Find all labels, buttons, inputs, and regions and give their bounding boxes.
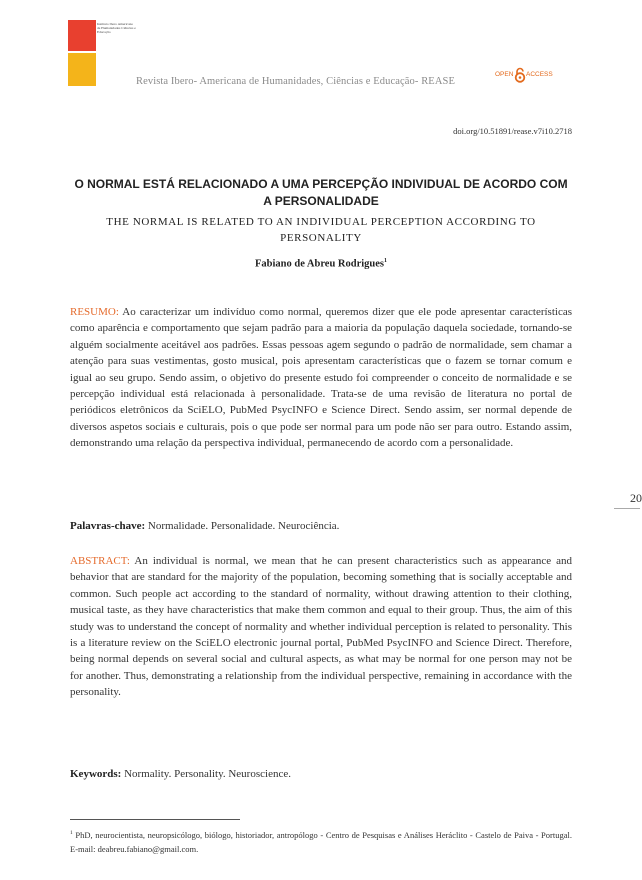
open-access-lock-icon xyxy=(514,67,526,83)
keywords xyxy=(70,768,572,780)
page-number-rule xyxy=(614,508,640,509)
open-access-left-label: OPEN xyxy=(495,71,514,78)
logo-red-square xyxy=(68,20,96,51)
open-access-right-label: ACCESS xyxy=(526,71,553,78)
resumo-text: Ao caracterizar um indivíduo como normal, queremos dizer que ele pode apresentar características como aparência e comportamento que sejam padrão para a maioria da população daquela sociedade, tornando-se alguém socialmente aceitável aos padrões. Essas pessoas agem segundo o padrão de normalidade, sem chamar a atenção para suas vestimentas, gosto musical, pois apresentam características que o fazem se tornar comum e igual ao seu grupo. Sendo assim, o objetivo do presente estudo foi compreender o conceito de normalidade e se percepção individual está relacionada à personalidade. Trata-se de uma revisão de literatura no portal de periódicos eletrônicos da SciELO, PubMed PsycINFO e Science Direct. Sendo assim, ser normal depende de diversos aspetos sociais e culturais, pois o que pode ser normal para um pode não ser para outro. Estando assim, demonstrando uma relação da perspectiva individual, permanecendo de acordo com a personalidade. xyxy=(70,306,572,450)
abstract-label: ABSTRACT: xyxy=(70,555,130,567)
keywords-label: Keywords: xyxy=(70,768,122,780)
open-access-badge xyxy=(495,67,553,87)
footnote-text: PhD, neurocientista, neuropsicólogo, biólogo, historiador, antropólogo - Centro de Pesquisas e Análises Heráclito - Castelo de Paiva - Portugal. E-mail: deabreu.fabiano@gmail.com. xyxy=(70,829,572,854)
footnote-mark: 1 xyxy=(70,830,73,836)
page-number: 20 xyxy=(630,491,642,505)
logo-text: Instituto Ibero Americano de Humanidades Ciências e Educação xyxy=(97,22,136,35)
palavras-chave-text: Normalidade. Personalidade. Neurociência. xyxy=(145,520,340,532)
footnote-divider xyxy=(70,819,240,820)
palavras-chave-label: Palavras-chave: xyxy=(70,520,146,532)
abstract-paragraph xyxy=(70,553,572,701)
logo-yellow-square xyxy=(68,53,96,86)
title-portuguese: O NORMAL ESTÁ RELACIONADO A UMA PERCEPÇÃO INDIVIDUAL DE ACORDO COM A PERSONALIDADE xyxy=(74,177,568,208)
journal-name: Revista Ibero- Americana de Humanidades, Ciências e Educação- REASE xyxy=(136,76,455,87)
palavras-chave xyxy=(70,520,572,532)
footnote xyxy=(70,826,572,856)
author-line xyxy=(70,258,572,270)
title-english: THE NORMAL IS RELATED TO AN INDIVIDUAL PERCEPTION ACCORDING TO PERSONALITY xyxy=(106,216,536,244)
keywords-text: Normality. Personality. Neuroscience. xyxy=(121,768,291,780)
author-name: Fabiano de Abreu Rodrigues xyxy=(254,258,385,270)
doi-link[interactable]: doi.org/10.51891/rease.v7i10.2718 xyxy=(453,126,572,136)
abstract-text: An individual is normal, we mean that he can present characteristics such as appearance and behavior that are standard for the majority of the population, becoming something that is socially acceptable and common. Such people act according to the standard of normality, without drawing attention to their clothing, musical taste, as they have characteristics that make them common and equal to their group. Thus, the aim of this study was to understand the concept of normality and whether individual perception is related to personality. This is a literature review on the SciELO electronic journal portal, PubMed PsycINFO and Science Direct. Therefore, being normal depends on several social and cultural aspects, as what may be normal for one person may not be for another. Thus, demonstrating a relationship from the individual perspective, remaining in accordance with the personality. xyxy=(70,555,572,699)
author-footnote-mark[interactable]: 1 xyxy=(384,258,388,264)
resumo-label: RESUMO: xyxy=(70,306,119,318)
resumo-paragraph xyxy=(70,304,572,452)
